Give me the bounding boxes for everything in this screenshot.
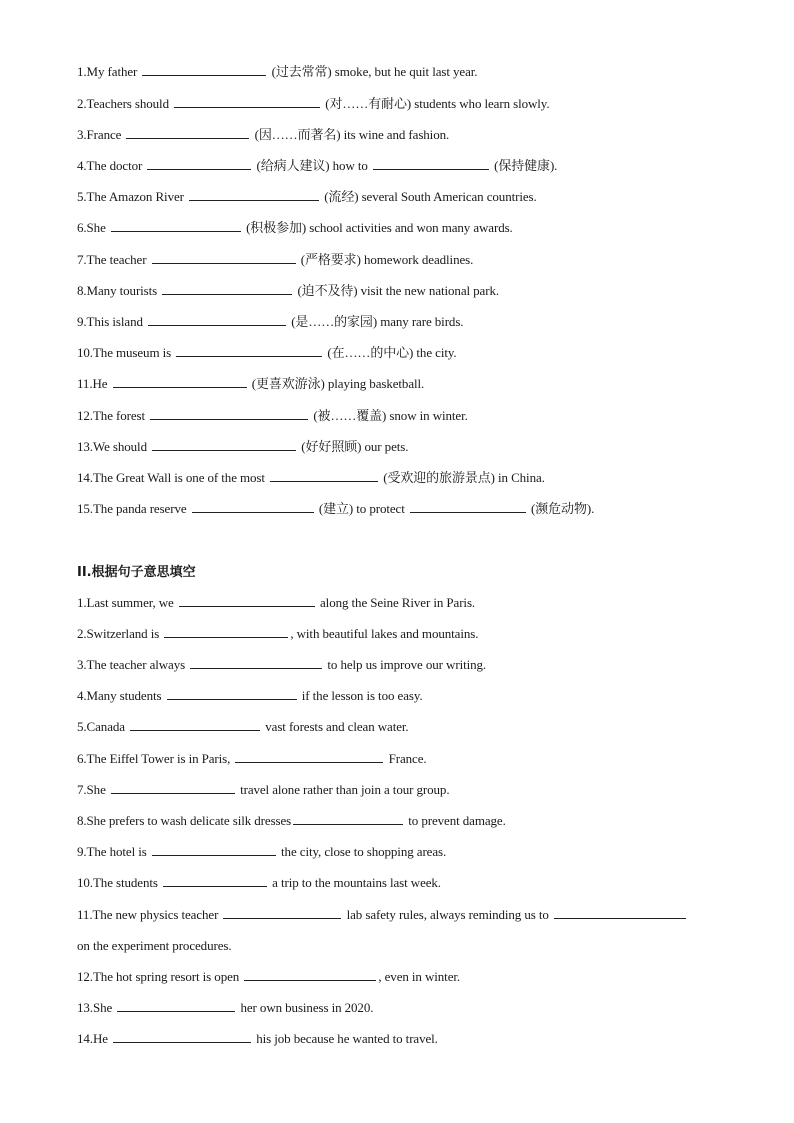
answer-blank[interactable] xyxy=(244,969,376,981)
question-text: 3.The teacher always xyxy=(77,657,186,672)
exercise-line-2-3 xyxy=(77,657,486,673)
question-text: 15.The panda reserve xyxy=(77,501,187,516)
answer-blank[interactable] xyxy=(113,376,247,388)
answer-blank[interactable] xyxy=(235,751,383,763)
question-text: 11.The new physics teacher xyxy=(77,907,219,922)
answer-blank[interactable] xyxy=(130,719,260,731)
answer-blank[interactable] xyxy=(190,657,322,669)
exercise-line-2-5 xyxy=(77,719,409,735)
answer-blank[interactable] xyxy=(142,64,266,76)
exercise-line-1-3 xyxy=(77,127,449,143)
question-text: 7.The teacher xyxy=(77,252,147,267)
question-text: 1.My father xyxy=(77,64,138,79)
question-text: 10.The museum is xyxy=(77,345,172,360)
question-text: a trip to the mountains last week. xyxy=(272,875,441,890)
question-text: (是……的家园) many rare birds. xyxy=(291,314,464,329)
answer-blank[interactable] xyxy=(223,907,341,919)
question-text: 7.She xyxy=(77,782,106,797)
answer-blank[interactable] xyxy=(410,501,526,513)
question-text: 13.She xyxy=(77,1000,113,1015)
answer-blank[interactable] xyxy=(164,626,288,638)
answer-blank[interactable] xyxy=(179,595,315,607)
question-text: (过去常常) smoke, but he quit last year. xyxy=(271,64,478,79)
answer-blank[interactable] xyxy=(293,813,403,825)
exercise-line-1-9 xyxy=(77,314,463,330)
exercise-line-2-2 xyxy=(77,626,478,642)
answer-blank[interactable] xyxy=(148,314,286,326)
exercise-line-1-13 xyxy=(77,439,408,455)
question-text: 10.The students xyxy=(77,875,158,890)
question-text: (给病人建议) how to xyxy=(256,158,368,173)
exercise-line-2-8 xyxy=(77,813,506,829)
question-text: (好好照顾) our pets. xyxy=(301,439,409,454)
question-text: (濒危动物). xyxy=(531,501,595,516)
exercise-line-2-6 xyxy=(77,751,427,767)
question-text: (严格要求) homework deadlines. xyxy=(300,252,474,267)
question-text: (保持健康). xyxy=(494,158,558,173)
question-text: her own business in 2020. xyxy=(240,1000,374,1015)
question-text: his job because he wanted to travel. xyxy=(256,1031,438,1046)
question-text: 8.She prefers to wash delicate silk dresses xyxy=(77,813,292,828)
question-text: the city, close to shopping areas. xyxy=(281,844,447,859)
question-text: 2.Teachers should xyxy=(77,96,169,111)
exercise-line-2-11 xyxy=(77,907,688,923)
question-text: (对……有耐心) students who learn slowly. xyxy=(325,96,550,111)
question-text: 11.He xyxy=(77,376,108,391)
exercise-line-1-11 xyxy=(77,376,424,392)
answer-blank[interactable] xyxy=(152,252,296,264)
answer-blank[interactable] xyxy=(150,408,308,420)
answer-blank[interactable] xyxy=(152,439,296,451)
exercise-line-1-4 xyxy=(77,158,557,174)
exercise-line-1-15 xyxy=(77,501,594,517)
answer-blank[interactable] xyxy=(174,96,320,108)
exercise-line-2-4 xyxy=(77,688,423,704)
exercise-line-2-7 xyxy=(77,782,449,798)
answer-blank[interactable] xyxy=(554,907,686,919)
question-text: 3.France xyxy=(77,127,122,142)
question-text: (被……覆盖) snow in winter. xyxy=(313,408,468,423)
question-text: 14.The Great Wall is one of the most xyxy=(77,470,265,485)
answer-blank[interactable] xyxy=(162,283,292,295)
answer-blank[interactable] xyxy=(163,875,267,887)
question-text: vast forests and clean water. xyxy=(265,719,409,734)
question-text: (在……的中心) the city. xyxy=(327,345,457,360)
question-text: (建立) to protect xyxy=(318,501,405,516)
answer-blank[interactable] xyxy=(111,782,235,794)
question-text: 1.Last summer, we xyxy=(77,595,174,610)
answer-blank[interactable] xyxy=(126,127,249,139)
exercise-line-1-1 xyxy=(77,64,477,80)
exercise-line-2-14 xyxy=(77,1031,438,1047)
question-text: , even in winter. xyxy=(378,969,461,984)
exercise-line-1-14 xyxy=(77,470,545,486)
section-heading: II.根据句子意思填空 xyxy=(77,565,196,580)
answer-blank[interactable] xyxy=(373,158,489,170)
question-text: (积极参加) school activities and won many awards. xyxy=(246,220,513,235)
answer-blank[interactable] xyxy=(113,1031,251,1043)
question-text: along the Seine River in Paris. xyxy=(320,595,476,610)
answer-blank[interactable] xyxy=(192,501,314,513)
answer-blank[interactable] xyxy=(167,688,297,700)
question-text: lab safety rules, always reminding us to xyxy=(346,907,549,922)
question-text: travel alone rather than join a tour group. xyxy=(240,782,450,797)
answer-blank[interactable] xyxy=(152,844,276,856)
exercise-line-2-11-cont xyxy=(77,938,231,954)
question-text: (流经) several South American countries. xyxy=(324,189,537,204)
question-text: 12.The hot spring resort is open xyxy=(77,969,240,984)
exercise-line-2-13 xyxy=(77,1000,373,1016)
exercise-line-1-5 xyxy=(77,189,537,205)
question-text: (受欢迎的旅游景点) in China. xyxy=(383,470,545,485)
exercise-line-1-12 xyxy=(77,408,468,424)
question-text: if the lesson is too easy. xyxy=(301,688,423,703)
question-text: 6.The Eiffel Tower is in Paris, xyxy=(77,751,231,766)
exercise-line-1-2 xyxy=(77,96,550,112)
question-text: 12.The forest xyxy=(77,408,146,423)
question-text: 13.We should xyxy=(77,439,147,454)
question-text: 4.Many students xyxy=(77,688,162,703)
question-text: 9.This island xyxy=(77,314,143,329)
answer-blank[interactable] xyxy=(176,345,322,357)
question-text: 4.The doctor xyxy=(77,158,143,173)
exercise-line-1-7 xyxy=(77,252,473,268)
answer-blank[interactable] xyxy=(147,158,251,170)
question-text: France. xyxy=(388,751,427,766)
question-text: 5.Canada xyxy=(77,719,125,734)
exercise-line-1-6 xyxy=(77,220,513,236)
exercise-line-2-12 xyxy=(77,969,460,985)
question-text: 9.The hotel is xyxy=(77,844,147,859)
question-text: (因……而著名) its wine and fashion. xyxy=(254,127,450,142)
exercise-line-2-1 xyxy=(77,595,475,611)
question-text: 5.The Amazon River xyxy=(77,189,184,204)
question-text: to prevent damage. xyxy=(408,813,506,828)
answer-blank[interactable] xyxy=(117,1000,235,1012)
answer-blank[interactable] xyxy=(189,189,319,201)
exercise-line-2-10 xyxy=(77,875,441,891)
question-text: to help us improve our writing. xyxy=(327,657,487,672)
exercise-line-2-9 xyxy=(77,844,446,860)
question-text: (迫不及待) visit the new national park. xyxy=(297,283,500,298)
question-text: 6.She xyxy=(77,220,106,235)
answer-blank[interactable] xyxy=(270,470,378,482)
exercise-line-1-8 xyxy=(77,283,499,299)
question-text: 2.Switzerland is xyxy=(77,626,160,641)
question-text: 14.He xyxy=(77,1031,108,1046)
question-text: , with beautiful lakes and mountains. xyxy=(290,626,479,641)
question-text: 8.Many tourists xyxy=(77,283,158,298)
question-text: on the experiment procedures. xyxy=(77,938,232,953)
question-text: (更喜欢游泳) playing basketball. xyxy=(251,376,425,391)
exercise-line-1-10 xyxy=(77,345,457,361)
answer-blank[interactable] xyxy=(111,220,241,232)
